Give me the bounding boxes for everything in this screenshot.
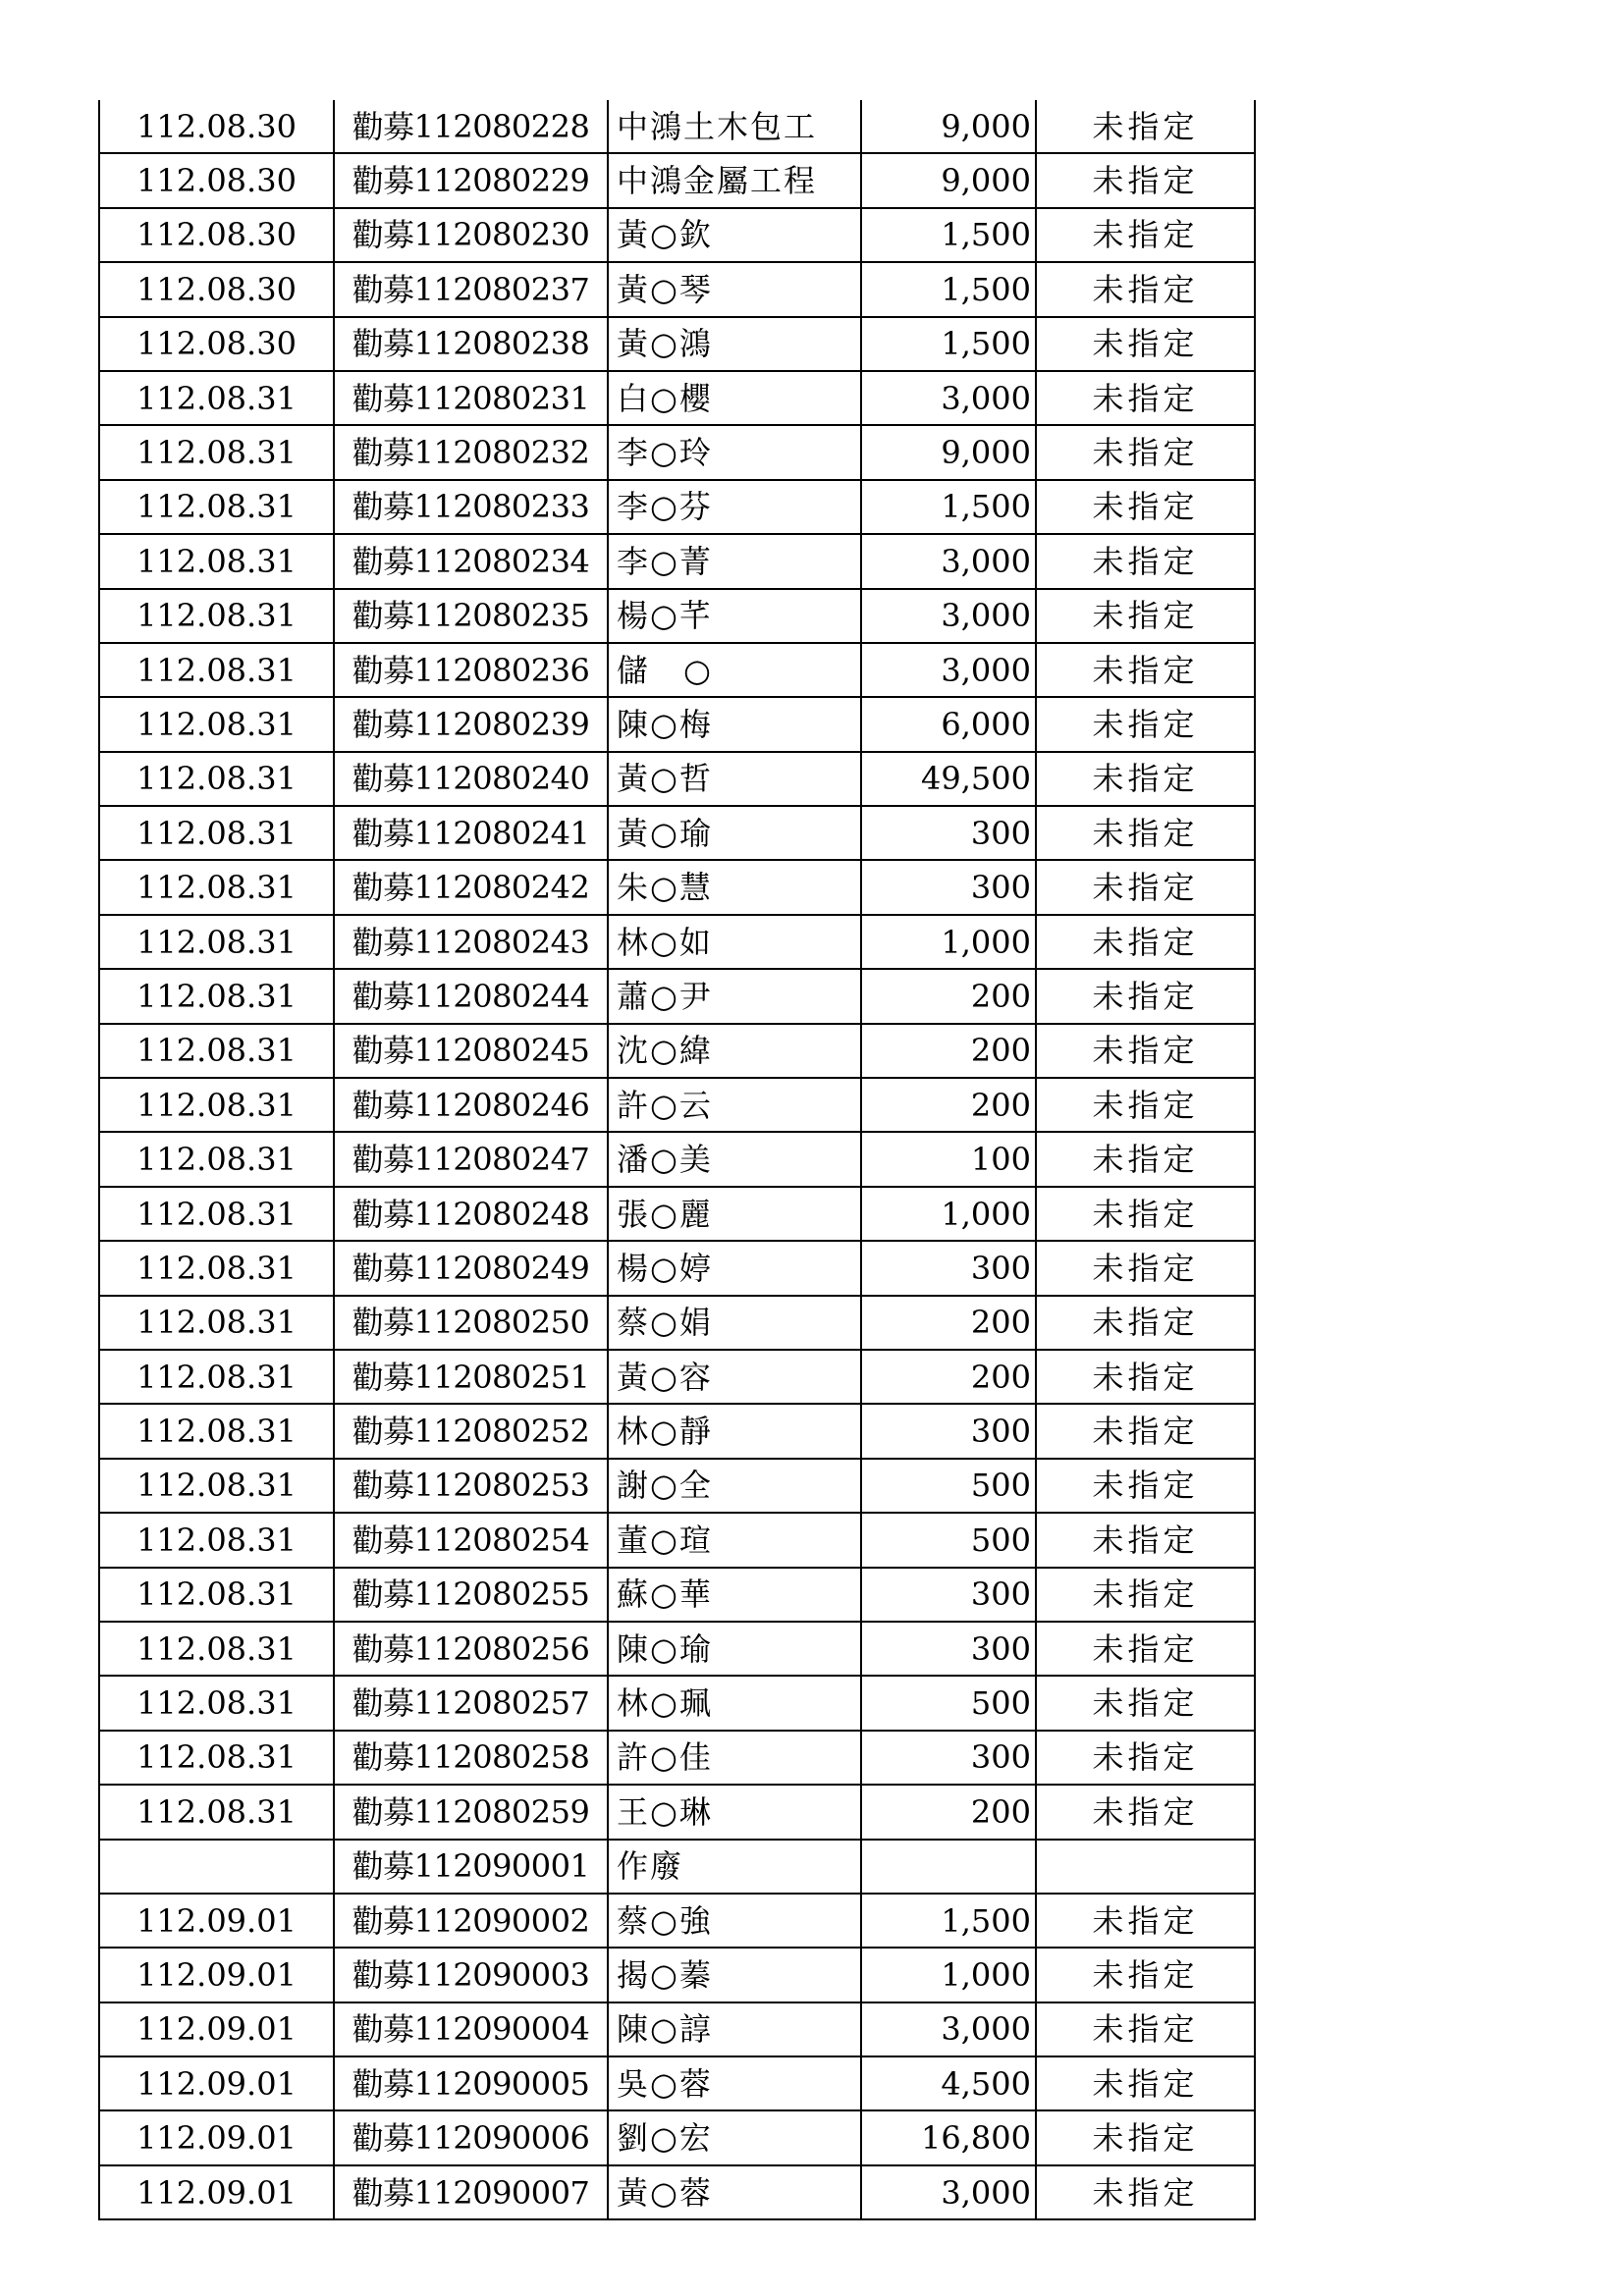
- date-cell: 112.08.31: [99, 1187, 334, 1241]
- receipt-number-cell: 勸募112080242: [334, 860, 608, 914]
- donor-name-cell: 黃○琴: [608, 262, 861, 316]
- table-row: [99, 1622, 1255, 1676]
- date-cell: 112.08.31: [99, 1731, 334, 1785]
- table-row: [99, 969, 1255, 1023]
- receipt-number-cell: 勸募112080248: [334, 1187, 608, 1241]
- donation-ledger-table: [98, 100, 1256, 2220]
- table-row: [99, 1459, 1255, 1513]
- designation-cell: 未指定: [1036, 1078, 1255, 1132]
- designation-cell: 未指定: [1036, 1622, 1255, 1676]
- receipt-number-cell: 勸募112080237: [334, 262, 608, 316]
- designation-cell: 未指定: [1036, 1241, 1255, 1295]
- receipt-number-cell: 勸募112080247: [334, 1132, 608, 1186]
- table-row: [99, 1513, 1255, 1567]
- amount-cell: 500: [861, 1459, 1036, 1513]
- table-row: [99, 860, 1255, 914]
- table-row: [99, 1840, 1255, 1894]
- table-row: [99, 915, 1255, 969]
- donor-name-cell: 蔡○娟: [608, 1296, 861, 1350]
- table-row: [99, 589, 1255, 643]
- amount-cell: 300: [861, 1568, 1036, 1622]
- receipt-number-cell: 勸募112080235: [334, 589, 608, 643]
- receipt-number-cell: 勸募112080253: [334, 1459, 608, 1513]
- amount-cell: 300: [861, 1622, 1036, 1676]
- designation-cell: 未指定: [1036, 153, 1255, 207]
- date-cell: 112.08.31: [99, 1459, 334, 1513]
- receipt-number-cell: 勸募112080259: [334, 1785, 608, 1839]
- amount-cell: 49,500: [861, 752, 1036, 806]
- donor-name-cell: 謝○全: [608, 1459, 861, 1513]
- donor-name-cell: 林○如: [608, 915, 861, 969]
- designation-cell: 未指定: [1036, 1187, 1255, 1241]
- date-cell: 112.08.31: [99, 1241, 334, 1295]
- donor-name-cell: 劉○宏: [608, 2110, 861, 2164]
- designation-cell: 未指定: [1036, 1513, 1255, 1567]
- donor-name-cell: 朱○慧: [608, 860, 861, 914]
- table-row: [99, 806, 1255, 860]
- amount-cell: 6,000: [861, 697, 1036, 751]
- date-cell: 112.09.01: [99, 1948, 334, 2002]
- designation-cell: [1036, 1840, 1255, 1894]
- table-row: [99, 1078, 1255, 1132]
- date-cell: [99, 1840, 334, 1894]
- amount-cell: 3,000: [861, 589, 1036, 643]
- donor-name-cell: 作廢: [608, 1840, 861, 1894]
- donor-name-cell: 蕭○尹: [608, 969, 861, 1023]
- donor-name-cell: 揭○蓁: [608, 1948, 861, 2002]
- table-row: [99, 1024, 1255, 1078]
- receipt-number-cell: 勸募112080234: [334, 534, 608, 588]
- date-cell: 112.08.31: [99, 589, 334, 643]
- designation-cell: 未指定: [1036, 317, 1255, 371]
- date-cell: 112.08.31: [99, 1132, 334, 1186]
- donor-name-cell: 蔡○強: [608, 1894, 861, 1948]
- date-cell: 112.08.30: [99, 153, 334, 207]
- amount-cell: 200: [861, 1350, 1036, 1404]
- donor-name-cell: 沈○緯: [608, 1024, 861, 1078]
- date-cell: 112.08.30: [99, 262, 334, 316]
- donor-name-cell: 陳○諄: [608, 2002, 861, 2056]
- date-cell: 112.08.31: [99, 371, 334, 425]
- amount-cell: 16,800: [861, 2110, 1036, 2164]
- amount-cell: 1,500: [861, 208, 1036, 262]
- amount-cell: 1,000: [861, 1187, 1036, 1241]
- date-cell: 112.08.31: [99, 1785, 334, 1839]
- receipt-number-cell: 勸募112090005: [334, 2056, 608, 2110]
- amount-cell: 100: [861, 1132, 1036, 1186]
- donor-name-cell: 許○云: [608, 1078, 861, 1132]
- table-row: [99, 534, 1255, 588]
- receipt-number-cell: 勸募112080256: [334, 1622, 608, 1676]
- amount-cell: 3,000: [861, 2165, 1036, 2219]
- amount-cell: 1,000: [861, 915, 1036, 969]
- donor-name-cell: 黃○哲: [608, 752, 861, 806]
- designation-cell: 未指定: [1036, 1296, 1255, 1350]
- date-cell: 112.08.31: [99, 1296, 334, 1350]
- date-cell: 112.08.31: [99, 1078, 334, 1132]
- receipt-number-cell: 勸募112080257: [334, 1676, 608, 1730]
- date-cell: 112.08.31: [99, 1513, 334, 1567]
- receipt-number-cell: 勸募112080254: [334, 1513, 608, 1567]
- designation-cell: 未指定: [1036, 1404, 1255, 1458]
- donor-name-cell: 許○佳: [608, 1731, 861, 1785]
- table-row: [99, 1785, 1255, 1839]
- donor-name-cell: 黃○鴻: [608, 317, 861, 371]
- receipt-number-cell: 勸募112090004: [334, 2002, 608, 2056]
- date-cell: 112.08.31: [99, 860, 334, 914]
- amount-cell: 1,000: [861, 1948, 1036, 2002]
- date-cell: 112.09.01: [99, 2056, 334, 2110]
- receipt-number-cell: 勸募112080246: [334, 1078, 608, 1132]
- donor-name-cell: 蘇○華: [608, 1568, 861, 1622]
- table-row: [99, 1731, 1255, 1785]
- amount-cell: 300: [861, 1404, 1036, 1458]
- designation-cell: 未指定: [1036, 371, 1255, 425]
- date-cell: 112.08.31: [99, 1622, 334, 1676]
- amount-cell: 200: [861, 1785, 1036, 1839]
- table-row: [99, 1187, 1255, 1241]
- donor-name-cell: 林○靜: [608, 1404, 861, 1458]
- amount-cell: 9,000: [861, 425, 1036, 479]
- donor-name-cell: 中鴻土木包工: [608, 100, 861, 153]
- designation-cell: 未指定: [1036, 1024, 1255, 1078]
- receipt-number-cell: 勸募112080258: [334, 1731, 608, 1785]
- designation-cell: 未指定: [1036, 589, 1255, 643]
- amount-cell: 300: [861, 1731, 1036, 1785]
- table-row: [99, 208, 1255, 262]
- donor-name-cell: 楊○芊: [608, 589, 861, 643]
- receipt-number-cell: 勸募112080241: [334, 806, 608, 860]
- amount-cell: 1,500: [861, 480, 1036, 534]
- amount-cell: 200: [861, 1024, 1036, 1078]
- receipt-number-cell: 勸募112080238: [334, 317, 608, 371]
- amount-cell: 1,500: [861, 317, 1036, 371]
- table-row: [99, 752, 1255, 806]
- amount-cell: 4,500: [861, 2056, 1036, 2110]
- table-row: [99, 1350, 1255, 1404]
- designation-cell: 未指定: [1036, 1894, 1255, 1948]
- date-cell: 112.08.31: [99, 1568, 334, 1622]
- amount-cell: 300: [861, 1241, 1036, 1295]
- date-cell: 112.08.30: [99, 208, 334, 262]
- table-row: [99, 2002, 1255, 2056]
- donor-name-cell: 黃○蓉: [608, 2165, 861, 2219]
- table-row: [99, 1676, 1255, 1730]
- receipt-number-cell: 勸募112080232: [334, 425, 608, 479]
- table-row: [99, 697, 1255, 751]
- receipt-number-cell: 勸募112080228: [334, 100, 608, 153]
- designation-cell: 未指定: [1036, 643, 1255, 697]
- receipt-number-cell: 勸募112090007: [334, 2165, 608, 2219]
- table-row: [99, 2110, 1255, 2164]
- receipt-number-cell: 勸募112080240: [334, 752, 608, 806]
- amount-cell: 3,000: [861, 371, 1036, 425]
- table-row: [99, 1132, 1255, 1186]
- donor-name-cell: 黃○欽: [608, 208, 861, 262]
- receipt-number-cell: 勸募112080239: [334, 697, 608, 751]
- date-cell: 112.08.31: [99, 425, 334, 479]
- date-cell: 112.08.31: [99, 643, 334, 697]
- amount-cell: 200: [861, 1296, 1036, 1350]
- donor-name-cell: 吳○蓉: [608, 2056, 861, 2110]
- table-row: [99, 1241, 1255, 1295]
- donor-name-cell: 陳○瑜: [608, 1622, 861, 1676]
- date-cell: 112.08.31: [99, 969, 334, 1023]
- table-row: [99, 153, 1255, 207]
- donor-name-cell: 林○珮: [608, 1676, 861, 1730]
- date-cell: 112.09.01: [99, 2165, 334, 2219]
- receipt-number-cell: 勸募112080236: [334, 643, 608, 697]
- receipt-number-cell: 勸募112090002: [334, 1894, 608, 1948]
- donor-name-cell: 黃○容: [608, 1350, 861, 1404]
- donor-name-cell: 張○麗: [608, 1187, 861, 1241]
- date-cell: 112.08.31: [99, 752, 334, 806]
- receipt-number-cell: 勸募112080245: [334, 1024, 608, 1078]
- designation-cell: 未指定: [1036, 2165, 1255, 2219]
- date-cell: 112.08.31: [99, 480, 334, 534]
- date-cell: 112.08.31: [99, 697, 334, 751]
- designation-cell: 未指定: [1036, 1785, 1255, 1839]
- amount-cell: 500: [861, 1513, 1036, 1567]
- receipt-number-cell: 勸募112080229: [334, 153, 608, 207]
- designation-cell: 未指定: [1036, 1731, 1255, 1785]
- receipt-number-cell: 勸募112080233: [334, 480, 608, 534]
- table-row: [99, 262, 1255, 316]
- receipt-number-cell: 勸募112080230: [334, 208, 608, 262]
- receipt-number-cell: 勸募112090006: [334, 2110, 608, 2164]
- amount-cell: 200: [861, 969, 1036, 1023]
- table-row: [99, 425, 1255, 479]
- designation-cell: 未指定: [1036, 860, 1255, 914]
- donor-name-cell: 楊○婷: [608, 1241, 861, 1295]
- designation-cell: 未指定: [1036, 697, 1255, 751]
- designation-cell: 未指定: [1036, 2056, 1255, 2110]
- table-row: [99, 643, 1255, 697]
- amount-cell: [861, 1840, 1036, 1894]
- designation-cell: 未指定: [1036, 1350, 1255, 1404]
- designation-cell: 未指定: [1036, 752, 1255, 806]
- donor-name-cell: 董○瑄: [608, 1513, 861, 1567]
- donor-name-cell: 中鴻金屬工程: [608, 153, 861, 207]
- table-row: [99, 1948, 1255, 2002]
- table-row: [99, 1568, 1255, 1622]
- amount-cell: 3,000: [861, 643, 1036, 697]
- amount-cell: 3,000: [861, 2002, 1036, 2056]
- receipt-number-cell: 勸募112080251: [334, 1350, 608, 1404]
- receipt-number-cell: 勸募112080244: [334, 969, 608, 1023]
- designation-cell: 未指定: [1036, 1459, 1255, 1513]
- receipt-number-cell: 勸募112080231: [334, 371, 608, 425]
- donor-name-cell: 白○櫻: [608, 371, 861, 425]
- amount-cell: 300: [861, 860, 1036, 914]
- date-cell: 112.08.31: [99, 1404, 334, 1458]
- donor-name-cell: 陳○梅: [608, 697, 861, 751]
- donor-name-cell: 李○玲: [608, 425, 861, 479]
- date-cell: 112.09.01: [99, 1894, 334, 1948]
- table-row: [99, 1404, 1255, 1458]
- designation-cell: 未指定: [1036, 1568, 1255, 1622]
- receipt-number-cell: 勸募112080243: [334, 915, 608, 969]
- designation-cell: 未指定: [1036, 1676, 1255, 1730]
- amount-cell: 9,000: [861, 153, 1036, 207]
- table-row: [99, 1894, 1255, 1948]
- table-row: [99, 2165, 1255, 2219]
- amount-cell: 3,000: [861, 534, 1036, 588]
- designation-cell: 未指定: [1036, 208, 1255, 262]
- designation-cell: 未指定: [1036, 2110, 1255, 2164]
- designation-cell: 未指定: [1036, 100, 1255, 153]
- receipt-number-cell: 勸募112080249: [334, 1241, 608, 1295]
- designation-cell: 未指定: [1036, 915, 1255, 969]
- table-row: [99, 480, 1255, 534]
- amount-cell: 200: [861, 1078, 1036, 1132]
- donor-name-cell: 李○芬: [608, 480, 861, 534]
- date-cell: 112.08.31: [99, 915, 334, 969]
- designation-cell: 未指定: [1036, 425, 1255, 479]
- receipt-number-cell: 勸募112080252: [334, 1404, 608, 1458]
- date-cell: 112.08.31: [99, 1676, 334, 1730]
- designation-cell: 未指定: [1036, 2002, 1255, 2056]
- date-cell: 112.08.30: [99, 100, 334, 153]
- date-cell: 112.09.01: [99, 2110, 334, 2164]
- designation-cell: 未指定: [1036, 534, 1255, 588]
- receipt-number-cell: 勸募112090001: [334, 1840, 608, 1894]
- receipt-number-cell: 勸募112090003: [334, 1948, 608, 2002]
- date-cell: 112.09.01: [99, 2002, 334, 2056]
- donor-name-cell: 王○琳: [608, 1785, 861, 1839]
- designation-cell: 未指定: [1036, 480, 1255, 534]
- table-row: [99, 2056, 1255, 2110]
- table-row: [99, 371, 1255, 425]
- donor-name-cell: 潘○美: [608, 1132, 861, 1186]
- date-cell: 112.08.31: [99, 1024, 334, 1078]
- amount-cell: 9,000: [861, 100, 1036, 153]
- designation-cell: 未指定: [1036, 262, 1255, 316]
- designation-cell: 未指定: [1036, 1948, 1255, 2002]
- amount-cell: 1,500: [861, 262, 1036, 316]
- table-row: [99, 1296, 1255, 1350]
- amount-cell: 1,500: [861, 1894, 1036, 1948]
- donor-name-cell: 黃○瑜: [608, 806, 861, 860]
- receipt-number-cell: 勸募112080250: [334, 1296, 608, 1350]
- amount-cell: 300: [861, 806, 1036, 860]
- date-cell: 112.08.30: [99, 317, 334, 371]
- designation-cell: 未指定: [1036, 1132, 1255, 1186]
- table-row: [99, 100, 1255, 153]
- ledger-body: [99, 100, 1255, 2219]
- table-row: [99, 317, 1255, 371]
- designation-cell: 未指定: [1036, 969, 1255, 1023]
- date-cell: 112.08.31: [99, 806, 334, 860]
- receipt-number-cell: 勸募112080255: [334, 1568, 608, 1622]
- designation-cell: 未指定: [1036, 806, 1255, 860]
- donor-name-cell: 李○菁: [608, 534, 861, 588]
- amount-cell: 500: [861, 1676, 1036, 1730]
- donor-name-cell: 儲 ○: [608, 643, 861, 697]
- date-cell: 112.08.31: [99, 534, 334, 588]
- date-cell: 112.08.31: [99, 1350, 334, 1404]
